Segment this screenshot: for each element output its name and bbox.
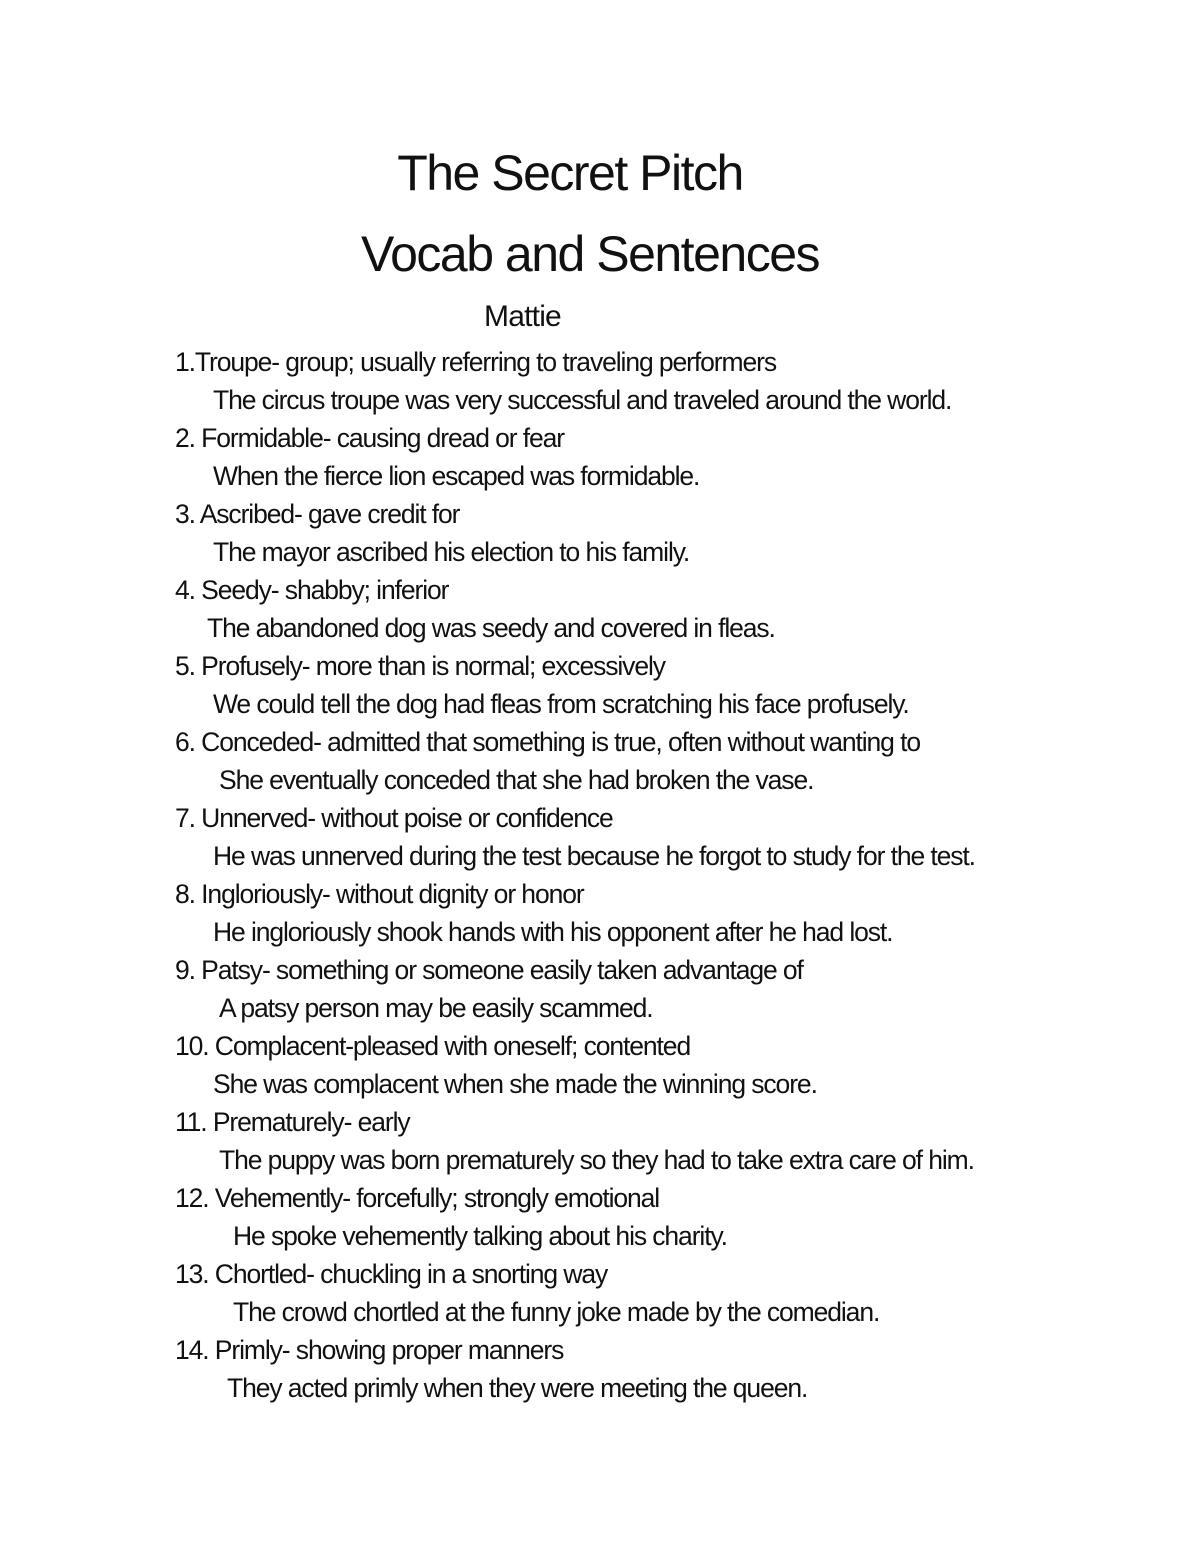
document-title: The Secret Pitch	[397, 145, 743, 201]
vocab-entry	[0, 571, 1200, 647]
vocab-term: 6. Conceded- admitted that something is true, often without wanting to	[175, 727, 920, 757]
vocab-entry	[0, 1255, 1200, 1331]
vocab-sentence: The puppy was born prematurely so they had to take extra care of him.	[219, 1145, 974, 1175]
vocab-term: 13. Chortled- chuckling in a snorting way	[175, 1259, 608, 1289]
vocab-entry	[0, 495, 1200, 571]
vocab-sentence: They acted primly when they were meeting the queen.	[227, 1373, 808, 1403]
vocab-sentence: She eventually conceded that she had broken the vase.	[219, 765, 814, 795]
vocab-term: 11. Prematurely- early	[175, 1107, 410, 1137]
vocab-entry	[0, 343, 1200, 419]
vocab-entry	[0, 951, 1200, 1027]
vocab-entry	[0, 1027, 1200, 1103]
vocab-entry	[0, 723, 1200, 799]
vocab-term: 2. Formidable- causing dread or fear	[175, 423, 565, 453]
vocab-list	[0, 343, 1200, 1407]
vocab-term: 1.Troupe- group; usually referring to traveling performers	[175, 347, 776, 377]
vocab-sentence: He ingloriously shook hands with his opponent after he had lost.	[213, 917, 893, 947]
vocab-term: 4. Seedy- shabby; inferior	[175, 575, 449, 605]
vocab-term: 14. Primly- showing proper manners	[175, 1335, 564, 1365]
vocab-term: 5. Profusely- more than is normal; excessively	[175, 651, 665, 681]
vocab-sentence: A patsy person may be easily scammed.	[219, 993, 653, 1023]
vocab-term: 8. Ingloriously- without dignity or honor	[175, 879, 584, 909]
vocab-term: 9. Patsy- something or someone easily taken advantage of	[175, 955, 803, 985]
vocab-sentence: The crowd chortled at the funny joke made by the comedian.	[233, 1297, 880, 1327]
vocab-sentence: He was unnerved during the test because he forgot to study for the test.	[213, 841, 975, 871]
vocab-sentence: When the fierce lion escaped was formidable.	[213, 461, 700, 491]
author-name: Mattie	[484, 300, 561, 333]
vocab-sentence: The abandoned dog was seedy and covered in fleas.	[207, 613, 775, 643]
vocab-entry	[0, 875, 1200, 951]
vocab-sentence: He spoke vehemently talking about his charity.	[233, 1221, 727, 1251]
vocab-sentence: The circus troupe was very successful and traveled around the world.	[213, 385, 952, 415]
vocab-entry	[0, 647, 1200, 723]
vocab-sentence: The mayor ascribed his election to his family.	[213, 537, 690, 567]
vocab-entry	[0, 1103, 1200, 1179]
vocab-term: 10. Complacent-pleased with oneself; contented	[175, 1031, 691, 1061]
document-subtitle: Vocab and Sentences	[361, 226, 819, 282]
vocab-entry	[0, 799, 1200, 875]
vocab-sentence: She was complacent when she made the winning score.	[213, 1069, 817, 1099]
vocab-term: 12. Vehemently- forcefully; strongly emotional	[175, 1183, 660, 1213]
vocab-entry	[0, 419, 1200, 495]
vocab-entry	[0, 1179, 1200, 1255]
vocab-sentence: We could tell the dog had fleas from scratching his face profusely.	[213, 689, 909, 719]
vocab-term: 3. Ascribed- gave credit for	[175, 499, 460, 529]
vocab-term: 7. Unnerved- without poise or confidence	[175, 803, 613, 833]
vocab-entry	[0, 1331, 1200, 1407]
